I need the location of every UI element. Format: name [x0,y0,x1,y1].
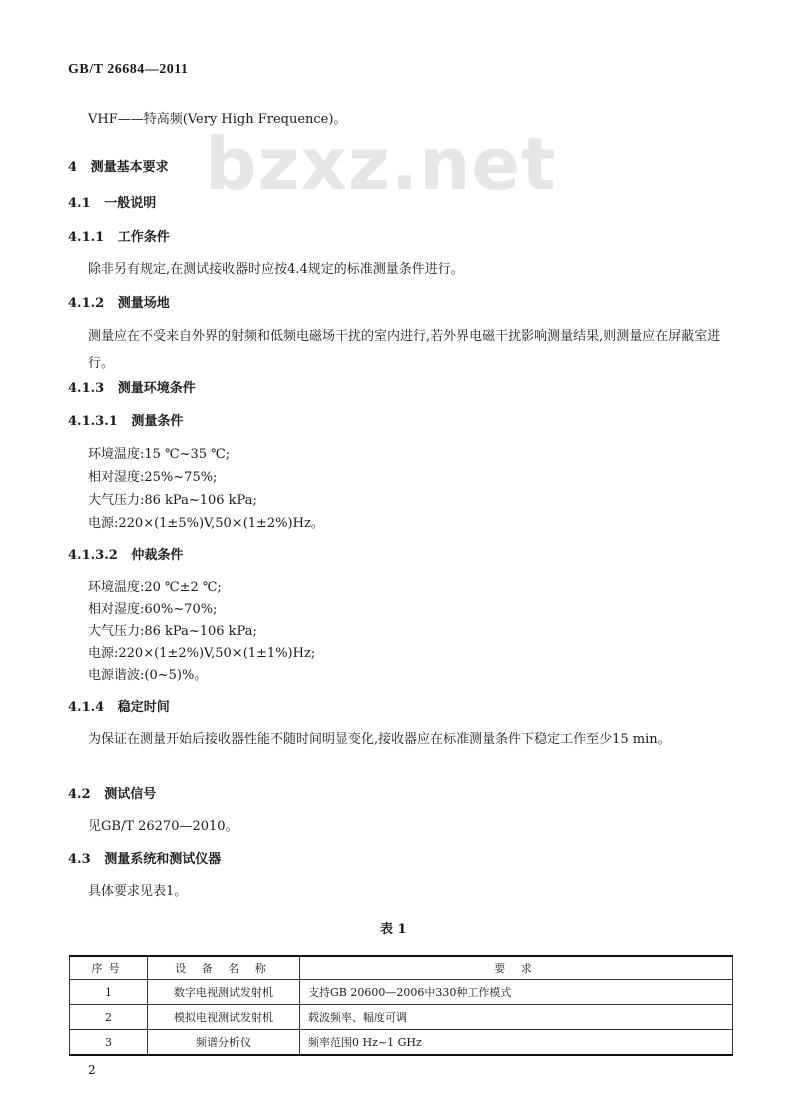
equipment-table [69,955,733,1056]
section-title: 测试信号 [104,787,157,802]
section-number: 4.1.1 [68,230,105,245]
section-4-3-heading [68,852,221,868]
arbitration-condition-item: 大气压力:86 kPa~106 kPa; [88,624,257,639]
table-row [70,1005,733,1030]
section-number: 4.1.3.1 [68,414,118,429]
arbitration-condition-item: 环境温度:20 ℃±2 ℃; [88,580,222,595]
table-title: 表 1 [380,922,407,937]
measure-condition-item: 环境温度:15 ℃~35 ℃; [88,447,231,462]
section-title: 仲裁条件 [131,548,184,563]
watermark: bzxz.net [205,122,557,206]
section-4-1-3-heading [68,381,196,397]
section-4-1-3-1-heading [68,414,183,430]
section-title: 测量环境条件 [117,381,196,396]
section-number: 4.3 [68,852,91,867]
section-4-heading [68,160,169,176]
section-4-1-3-2-heading [68,548,183,564]
abbreviation-vhf: VHF——特高频(Very High Frequence)。 [88,112,347,127]
section-4-1-1-text: 除非另有规定,在测试接收器时应按4.4规定的标准测量条件进行。 [88,262,464,277]
section-number: 4.1.3.2 [68,548,118,563]
section-number: 4.1.4 [68,700,105,715]
cell-serial-no: 2 [70,1005,148,1030]
cell-requirement: 载波频率、幅度可调 [300,1005,733,1030]
section-4-2-text: 见GB/T 26270—2010。 [88,819,239,834]
section-number: 4.1.2 [68,296,105,311]
section-number: 4.2 [68,787,91,802]
header-serial-no: 序号 [70,956,148,980]
section-4-1-1-heading [68,230,170,246]
cell-requirement: 频率范围0 Hz~1 GHz [300,1030,733,1056]
arbitration-condition-item: 相对湿度:60%~70%; [88,602,218,617]
arbitration-condition-item: 电源:220×(1±2%)V,50×(1±1%)Hz; [88,646,316,661]
cell-serial-no: 1 [70,980,148,1005]
table-row [70,980,733,1005]
section-title: 测量基本要求 [90,160,169,175]
section-title: 稳定时间 [117,700,170,715]
section-4-1-heading [68,196,156,212]
cell-equipment-name: 频谱分析仪 [148,1030,300,1056]
section-4-3-text: 具体要求见表1。 [88,884,188,899]
section-4-1-2-text: 测量应在不受来自外界的射频和低频电磁场干扰的室内进行,若外界电磁干扰影响测量结果,则测量应在屏蔽室进行。 [88,329,721,371]
arbitration-condition-item: 电源谐波:(0~5)%。 [88,668,208,683]
table-header-row [70,956,733,980]
cell-serial-no: 3 [70,1030,148,1056]
standard-code-header: GB/T 26684—2011 [68,62,189,77]
section-number: 4 [68,160,78,175]
section-4-1-4-heading [68,700,170,716]
section-4-1-4-text: 为保证在测量开始后接收器性能不随时间明显变化,接收器应在标准测量条件下稳定工作至少15 min。 [88,732,671,747]
section-number: 4.1.3 [68,381,105,396]
section-title: 测量条件 [131,414,184,429]
cell-requirement: 支持GB 20600—2006中330种工作模式 [300,980,733,1005]
measure-condition-item: 电源:220×(1±5%)V,50×(1±2%)Hz。 [88,516,324,531]
section-4-1-2-heading [68,296,170,312]
cell-equipment-name: 模拟电视测试发射机 [148,1005,300,1030]
header-equipment-name: 设 备 名 称 [148,956,300,980]
section-title: 工作条件 [117,230,170,245]
section-title: 测量场地 [117,296,170,311]
measure-condition-item: 相对湿度:25%~75%; [88,470,218,485]
measure-condition-item: 大气压力:86 kPa~106 kPa; [88,493,257,508]
section-title: 测量系统和测试仪器 [104,852,222,867]
header-requirement: 要 求 [300,956,733,980]
section-number: 4.1 [68,196,91,211]
page-number: 2 [88,1063,96,1077]
section-4-2-heading [68,787,156,803]
cell-equipment-name: 数字电视测试发射机 [148,980,300,1005]
table-row [70,1030,733,1056]
section-title: 一般说明 [104,196,157,211]
